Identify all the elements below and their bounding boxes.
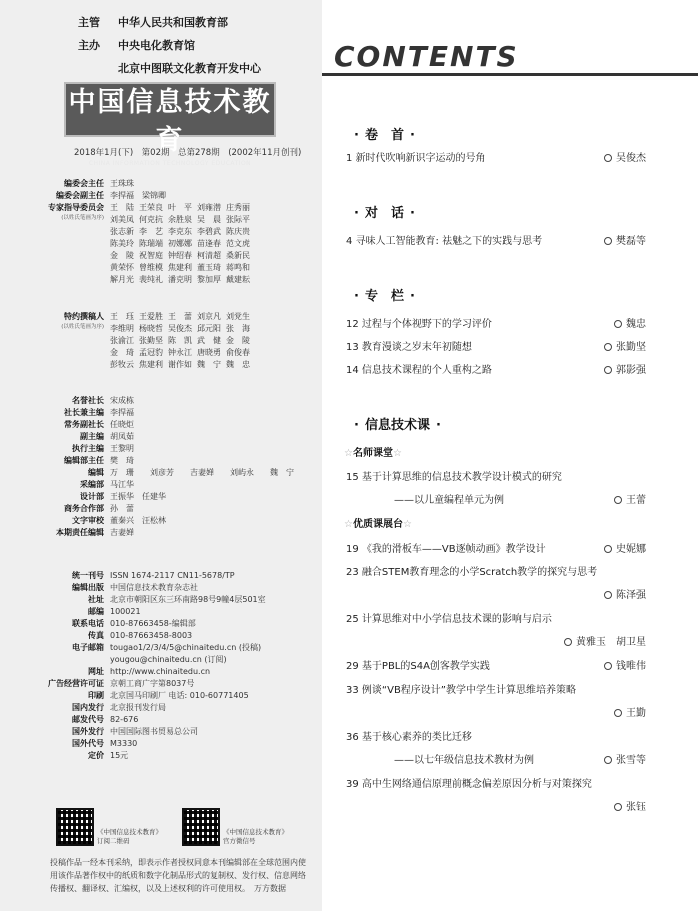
publication-row: 国外代号 M3330 [72,739,138,748]
publication-row: 国内发行 北京报刊发行局 [72,703,166,712]
publication-row: 印刷 北京国马印刷厂 电话: 010-60771405 [88,691,249,700]
person-name [255,202,284,214]
person-name [255,311,284,323]
staff-row: 编辑 万 珊 刘彦芳 吉妻婵 刘屿永 魏 宁 [88,468,294,477]
sponsor-row-2: 主办 中央电化教育馆 [78,39,195,52]
toc-item[interactable]: 25 计算思维对中小学信息技术课的影响与启示 [346,614,552,625]
person-name: 余胜泉 [168,215,192,224]
staff-row: 名誉社长 宋成栋 [72,396,134,405]
person-name: 苗逢春 [197,239,221,248]
staff-row: 编辑部主任 樊 琦 [64,456,134,465]
person-name: 谢作如 [168,360,192,369]
person-name: 刘党生 [226,312,250,321]
staff-list [0,395,322,539]
toc-item[interactable]: 14 信息技术课程的个人重构之路 郭影强 [346,365,646,376]
toc-item[interactable]: 39 高中生网络通信原理前概念偏差原因分析与对策探究 [346,779,592,790]
bullet-circle-icon [604,343,612,351]
publication-row: 国外发行 中国国际图书贸易总公司 [72,727,198,736]
subscribe-qr-label: 《中国信息技术教育》 订阅二维码 [97,828,162,845]
toc-item[interactable]: 1 新时代吹响新识字运动的号角 吴俊杰 [346,153,646,164]
bullet-circle-icon [604,662,612,670]
publication-info [0,570,322,762]
heading-rule [322,73,698,76]
publication-row: 联系电话 010-87663458-编辑部 [72,619,196,628]
person-name: 张勤坚 [139,336,163,345]
person-name: 李碧武 [197,227,221,236]
person-name: 金 陵 [110,251,134,260]
person-name: 张 海 [226,324,250,333]
sponsor-row-3: 北京中图联文化教育开发中心 [118,62,261,75]
toc-item[interactable]: 29 基于PBL的S4A创客教学实践 钱唯伟 [346,661,646,672]
person-name: 刘美凤 [110,215,134,224]
wechat-qr-code [182,808,220,846]
person-name: 魏 宁 [197,360,221,369]
person-name: 陈庆贵 [226,227,250,236]
person-name: 李维明 [110,324,134,333]
person-name: 邱元阳 [197,324,221,333]
person-name: 陈 凯 [168,336,192,345]
section-dialogue: · 对 话 · [354,206,415,221]
person-name [255,323,284,335]
person-name: 吴 晨 [197,215,221,224]
person-name: 张渝江 [110,336,134,345]
person-name: 叶 平 [168,203,192,212]
person-name: 王 蕾 [168,312,192,321]
person-name: 李克东 [168,227,192,236]
staff-row: 商务合作部 孙 蕾 [64,504,134,513]
person-name: 刘京凡 [197,312,221,321]
bullet-circle-icon [604,545,612,553]
person-name [255,262,284,274]
toc-item[interactable]: 19 《我的滑板车——VB逐帧动画》教学设计 史妮娜 [346,544,646,555]
toc-item[interactable]: 23 融合STEM教育理念的小学Scratch教学的探究与思考 [346,567,598,578]
person-name: 钟绍春 [168,251,192,260]
publication-row: 编辑出版 中国信息技术教育杂志社 [72,583,198,592]
person-name [255,226,284,238]
person-name: 桑新民 [226,251,250,260]
bullet-circle-icon [614,496,622,504]
committee-row: 编委会副主任 李捍福 梁锦卿 [56,191,166,200]
person-name [255,335,284,347]
person-name: 金 陵 [226,336,250,345]
bullet-circle-icon [614,320,622,328]
staff-row: 设计部 王振华 任建华 [80,492,166,501]
person-name: 孟冠豹 [139,348,163,357]
person-name: 李 艺 [139,227,163,236]
contents-heading: CONTENTS [334,40,519,73]
staff-row: 副主编 胡凤茹 [80,432,134,441]
toc-item[interactable]: 4 寻味人工智能教育: 祛魅之下的实践与思考 樊磊等 [346,236,646,247]
wechat-qr-label: 《中国信息技术教育》 官方微信号 [223,828,288,845]
person-name: 曾维模 [139,263,163,272]
bullet-circle-icon [604,756,612,764]
person-name: 初娜娜 [168,239,192,248]
committee-row: 编委会主任 王珠珠 [64,179,134,188]
person-name: 王爱胜 [139,312,163,321]
star-icon: ☆ [402,519,412,530]
staff-row: 常务副社长 任晓炬 [64,420,134,429]
person-name [255,238,284,250]
person-name: 黄荣怀 [110,263,134,272]
person-name: 魏 忠 [226,360,250,369]
staff-row: 本期责任编辑 吉妻婵 [56,528,134,537]
star-icon: ☆ [392,448,402,459]
bullet-circle-icon [604,154,612,162]
expert-committee: 专家指导委员会 (以姓氏笔画为序) 王 陆 王荣良 叶 平 刘雍潜 庄秀丽 刘美凤 何克抗 余胜泉 吴 晨 张际平 张志新 李 艺 李克东 李碧武 陈庆贵 陈美玲 陈瑞端 初娜娜 苗逢春 范文虎 金 陵 祝智庭 钟绍春 柯清超 桑新民 黄荣怀 曾维模 焦建利 董玉琦 蒋鸣和 解月光 裴纯礼 潘克明 黎加厚 戴建耘 [0,202,322,286]
person-name: 柯清超 [197,251,221,260]
toc-item[interactable]: 36 基于核心素养的类比迁移 [346,732,472,743]
person-name: 金 琦 [110,348,134,357]
person-name: 吴俊杰 [168,324,192,333]
section-column: · 专 栏 · [354,289,415,304]
person-name [255,250,284,262]
person-name: 唐晓勇 [197,348,221,357]
publication-row: 定价 15元 [88,751,129,760]
person-name: 戴建耘 [226,275,250,284]
writer-names [110,311,284,371]
person-name: 范文虎 [226,239,250,248]
logo-subtitle: CHINA INFORMATION TECHNOLOGY EDUCATION [88,160,252,167]
person-name: 陈瑞端 [139,239,163,248]
person-name [255,347,284,359]
bullet-circle-icon [604,366,612,374]
person-name: 陈美玲 [110,239,134,248]
person-name: 黎加厚 [197,275,221,284]
person-name: 蒋鸣和 [226,263,250,272]
person-name: 何克抗 [139,215,163,224]
person-name: 解月光 [110,275,134,284]
bullet-circle-icon [564,638,572,646]
person-name: 董玉琦 [197,263,221,272]
issue-line: 2018年1月(下) 第02期 总第278期 (2002年11月创刊) [74,148,302,158]
person-name: 彭牧云 [110,360,134,369]
person-name: 潘克明 [168,275,192,284]
publication-row: 邮发代号 82-676 [72,715,139,724]
masthead-panel [0,0,322,911]
person-name: 武 健 [197,336,221,345]
publication-row: 邮编 100021 [88,607,141,616]
person-name: 焦建利 [139,360,163,369]
person-name: 王 珏 [110,312,134,321]
person-name: 裴纯礼 [139,275,163,284]
copyright-notice: 投稿作品一经本刊采纳，即表示作者授权同意本刊编辑部在全球范围内使用该作品著作权中的纸质和数字化制品形式的复制权、发行权、信息网络传播权、翻译权、汇编权，以及上述权利的许可使用权。 万方数据 [50,858,306,893]
toc-item[interactable]: 33 例谈“VB程序设计”教学中学生计算思维培养策略 [346,685,576,696]
star-icon: ☆ [344,519,353,530]
person-name: 祝智庭 [139,251,163,260]
publication-row: 电子邮箱 tougao1/2/3/4/5@chinaitedu.cn (投稿) [72,643,262,652]
subscribe-qr-code [56,808,94,846]
bullet-circle-icon [614,803,622,811]
person-name: 杨晓哲 [139,324,163,333]
person-name: 庄秀丽 [226,203,250,212]
editorial-committee [0,178,322,286]
toc-item[interactable]: 13 教育漫谈之岁末年初随想 张勤坚 [346,342,646,353]
staff-row: 社长兼主编 李捍福 [64,408,134,417]
person-name: 钟永江 [168,348,192,357]
publication-row: 广告经营许可证 京朝工商广字第8037号 [48,679,195,688]
publication-row: 网址 http://www.chinaitedu.cn [88,667,211,676]
publication-row: 社址 北京市朝阳区东三环南路98号9幢4层501室 [88,595,266,604]
star-icon: ☆ [344,448,353,459]
person-name: 张志新 [110,227,134,236]
section-it-course: · 信息技术课 · [354,418,441,433]
category-quality-lessons: ☆优质课展台☆ [344,519,412,530]
expert-names [110,202,284,286]
publication-row: 统一刊号 ISSN 1674-2117 CN11-5678/TP [72,571,235,580]
staff-row: 执行主编 王黎明 [72,444,134,453]
person-name: 焦建利 [168,263,192,272]
person-name: 俞俊春 [226,348,250,357]
toc-item-subtitle[interactable]: ——以七年级信息技术教材为例 张雪等 [394,755,646,766]
person-name: 张际平 [226,215,250,224]
logo-title: 中国信息技术教育 [68,87,272,156]
sponsor-row-1: 主管 中华人民共和国教育部 [78,16,228,29]
toc-item-subtitle[interactable]: ——以儿童编程单元为例 王蕾 [394,495,646,506]
staff-row: 文字审校 董秦兴 汪松林 [72,516,166,525]
bullet-circle-icon [604,591,612,599]
section-preface: · 卷 首 · [354,128,415,143]
person-name [255,274,284,286]
toc-item[interactable]: 15 基于计算思维的信息技术教学设计模式的研究 [346,472,562,483]
special-writers: 特约撰稿人 (以姓氏笔画为序) 王 珏 王爱胜 王 蕾 刘京凡 刘党生 李维明 杨晓哲 吴俊杰 邱元阳 张 海 张渝江 张勤坚 陈 凯 武 健 金 陵 金 琦 孟冠豹 钟永江 唐晓勇 俞俊春 彭牧云 焦建利 谢作如 魏 宁 魏 忠 [0,311,322,371]
person-name: 刘雍潜 [197,203,221,212]
publication-row: yougou@chinaitedu.cn (订阅) [110,655,227,664]
person-name: 王荣良 [139,203,163,212]
staff-row: 采编部 马江华 [80,480,134,489]
publication-row: 传真 010-87663458-8003 [88,631,193,640]
person-name: 王 陆 [110,203,134,212]
person-name [255,214,284,226]
bullet-circle-icon [614,709,622,717]
category-master-class: ☆名师课堂☆ [344,448,402,459]
person-name [255,359,284,371]
bullet-circle-icon [604,237,612,245]
toc-item[interactable]: 12 过程与个体视野下的学习评价 魏忠 [346,319,646,330]
contents-panel: CONTENTS · 卷 首 · 1 新时代吹响新识字运动的号角 吴俊杰 · 对 话 · 4 寻味人工智能教育: 祛魅之下的实践与思考 樊磊等 · 专 栏 · 12 过程与个体视野下的学习评价 魏忠 13 教育漫谈之岁末年初随想 张勤坚 14 信息技术课程的个人重构之路 郭影强 · 信息技术课 · ☆名师课堂☆ 15 基于计算思维的信息技术教学设计模式的研究 ——以儿童编程单元为例 王蕾 ☆优质课展台☆ 19 《我的滑板车——VB逐帧动画》教学设计 史妮娜 23 融合STEM教育理念的小学Scratch教学的探究与思考 陈泽强 25 计算思维对中小学信息技术课的影响与启示 黄雅玉 胡卫星 29 基于PBL的S4A创客教学实践 钱唯伟 33 例谈“VB程序设计”教学中学生计算思维培养策略 王勤 36 基于核心素养的类比迁移 ——以七年级信息技术教材为例 张雪等 39 高中生网络通信原理前概念偏差原因分析与对策探究 张钰 [322,0,698,911]
